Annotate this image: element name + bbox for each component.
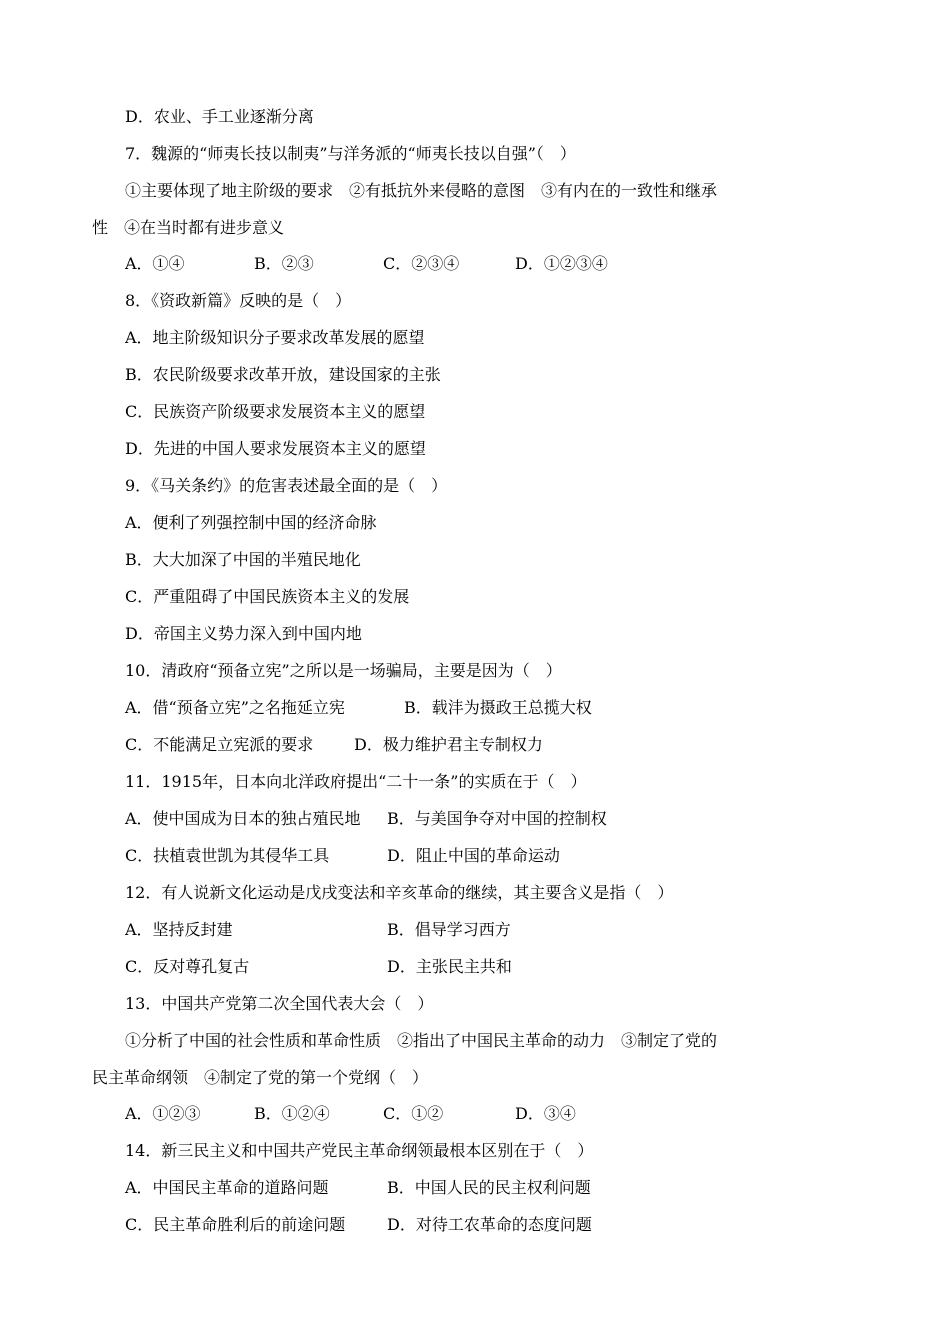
q10-stem: 10．清政府“预备立宪”之所以是一场骗局，主要是因为（ ） (125, 661, 562, 680)
q7-statement-line-2: 性 ④在当时都有进步意义 (92, 218, 285, 237)
q7-option-c: C．②③④ (383, 254, 460, 273)
q7-statement-line-1: ①主要体现了地主阶级的要求 ②有抵抗外来侵略的意图 ③有内在的一致性和继承 (125, 181, 718, 200)
q9-option-b: B．大大加深了中国的半殖民地化 (125, 550, 361, 569)
q6-option-d: D．农业、手工业逐渐分离 (125, 107, 314, 126)
q11-option-a: A．使中国成为日本的独占殖民地 (125, 809, 361, 828)
q13-statement-line-1: ①分析了中国的社会性质和革命性质 ②指出了中国民主革命的动力 ③制定了党的 (125, 1031, 718, 1050)
q11-stem: 11．1915年，日本向北洋政府提出“二十一条”的实质在于（ ） (125, 772, 587, 791)
q12-stem: 12．有人说新文化运动是戊戌变法和辛亥革命的继续，其主要含义是指（ ） (125, 883, 674, 902)
q10-option-a: A．借“预备立宪”之名拖延立宪 (125, 698, 345, 717)
q12-option-b: B．倡导学习西方 (387, 920, 511, 939)
q9-option-d: D．帝国主义势力深入到中国内地 (125, 624, 362, 643)
q9-stem: 9．《马关条约》的危害表述最全面的是（ ） (125, 476, 448, 495)
q8-option-b: B．农民阶级要求改革开放，建设国家的主张 (125, 365, 441, 384)
q7-option-b: B．②③ (254, 254, 314, 273)
q10-option-b: B．载沣为摄政王总揽大权 (404, 698, 592, 717)
q13-stem: 13．中国共产党第二次全国代表大会（ ） (125, 994, 434, 1013)
q8-option-d: D．先进的中国人要求发展资本主义的愿望 (125, 439, 426, 458)
q10-option-d: D．极力维护君主专制权力 (354, 735, 543, 754)
q8-option-c: C．民族资产阶级要求发展资本主义的愿望 (125, 402, 426, 421)
q9-option-a: A．便利了列强控制中国的经济命脉 (125, 513, 377, 532)
q13-option-a: A．①②③ (125, 1104, 201, 1123)
q12-option-c: C．反对尊孔复古 (125, 957, 250, 976)
q12-option-d: D．主张民主共和 (387, 957, 512, 976)
q13-statement-line-2: 民主革命纲领 ④制定了党的第一个党纲（ ） (92, 1068, 429, 1087)
q7-option-a: A．①④ (125, 254, 185, 273)
q13-option-b: B．①②④ (254, 1104, 330, 1123)
q9-option-c: C．严重阻碍了中国民族资本主义的发展 (125, 587, 410, 606)
q10-option-c: C．不能满足立宪派的要求 (125, 735, 314, 754)
q14-option-c: C．民主革命胜利后的前途问题 (125, 1215, 346, 1234)
q8-stem: 8．《资政新篇》反映的是（ ） (125, 291, 352, 310)
q11-option-b: B．与美国争夺对中国的控制权 (387, 809, 607, 828)
q14-option-b: B．中国人民的民主权利问题 (387, 1178, 591, 1197)
q14-stem: 14．新三民主义和中国共产党民主革命纲领最根本区别在于（ ） (125, 1141, 594, 1160)
q13-option-c: C．①② (383, 1104, 444, 1123)
q14-option-a: A．中国民主革命的道路问题 (125, 1178, 329, 1197)
q13-option-d: D．③④ (515, 1104, 576, 1123)
q8-option-a: A．地主阶级知识分子要求改革发展的愿望 (125, 328, 425, 347)
q14-option-d: D．对待工农革命的态度问题 (387, 1215, 592, 1234)
q11-option-c: C．扶植袁世凯为其侵华工具 (125, 846, 330, 865)
q7-stem: 7．魏源的“师夷长技以制夷”与洋务派的“师夷长技以自强”（ ） (125, 144, 576, 163)
q12-option-a: A．坚持反封建 (125, 920, 233, 939)
q11-option-d: D．阻止中国的革命运动 (387, 846, 560, 865)
q7-option-d: D．①②③④ (515, 254, 608, 273)
